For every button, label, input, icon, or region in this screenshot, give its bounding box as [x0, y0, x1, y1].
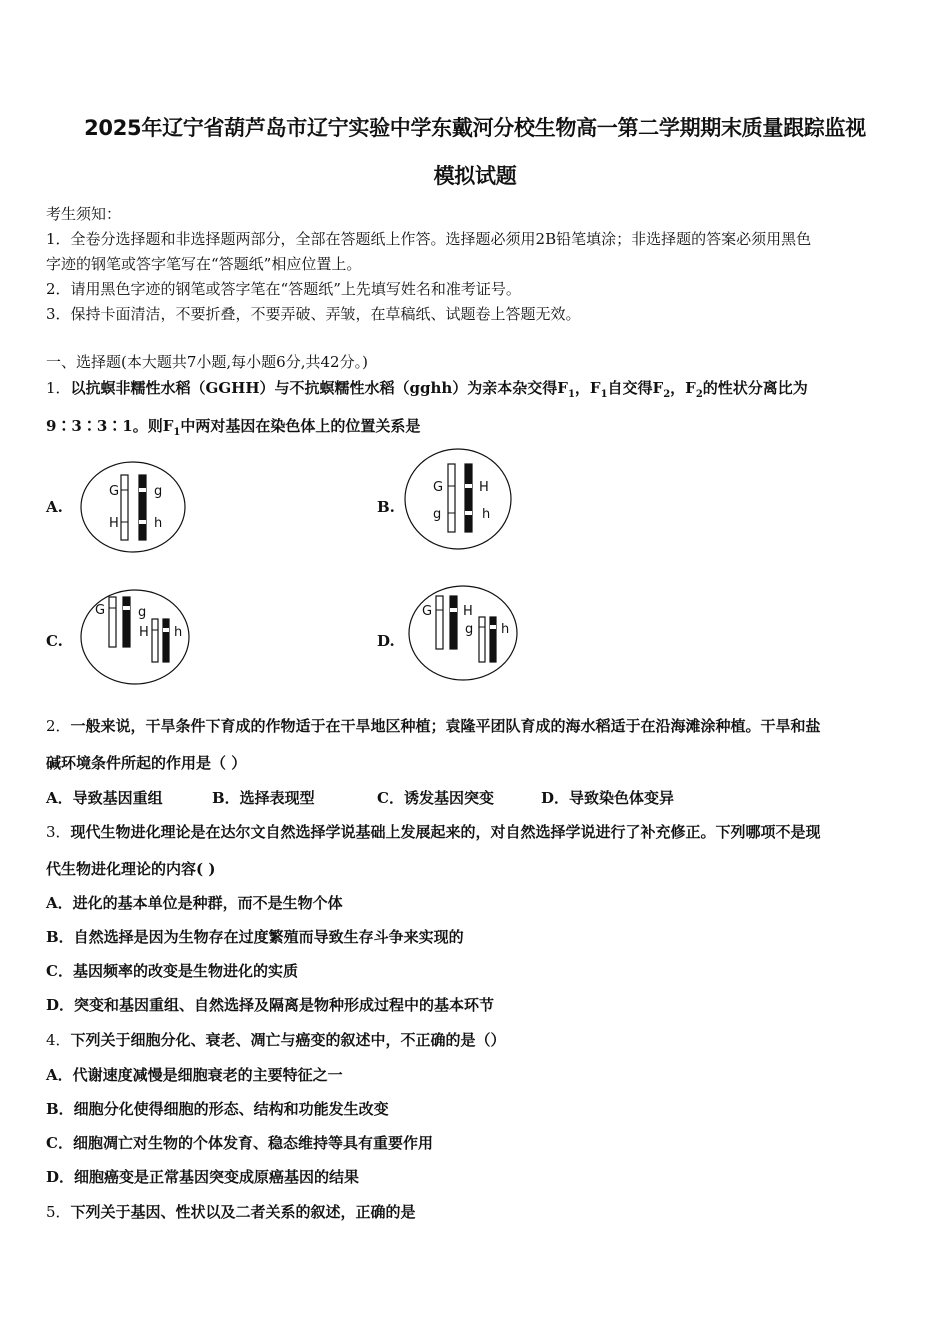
notice-item-3: 3．保持卡面清洁，不要折叠，不要弄破、弄皱，在草稿纸、试题卷上答题无效。: [46, 305, 581, 323]
exam-title-line2: 模拟试题: [433, 164, 517, 188]
question-2-line1: [46, 715, 821, 736]
q1-option-c-diagram[interactable]: [80, 587, 192, 687]
q1-option-a-label[interactable]: A.: [46, 498, 63, 516]
gene-label: G: [422, 604, 433, 619]
subscript: 2: [663, 389, 671, 400]
question-3-text-a: 现代生物进化理论是在达尔文自然选择学说基础上发展起来的，对自然选择学说进行了补充修正。下列哪项不是现: [70, 823, 821, 841]
gene-label: H: [479, 480, 489, 495]
gene-label: h: [174, 625, 183, 640]
q3-option-d[interactable]: D．突变和基因重组、自然选择及隔离是物种形成过程中的基本环节: [46, 996, 495, 1014]
chromosome-white: [121, 475, 128, 540]
cell-outline: [405, 449, 511, 549]
gene-label: g: [138, 605, 147, 620]
q4-option-b[interactable]: B．细胞分化使得细胞的形态、结构和功能发生改变: [46, 1100, 389, 1118]
gene-label: G: [95, 603, 106, 618]
chromosome-black: [139, 475, 146, 540]
question-5-line1: [46, 1201, 416, 1222]
question-1-line1: [46, 377, 808, 400]
q1-option-b-label[interactable]: B.: [377, 498, 395, 516]
q2-option-a[interactable]: A．导致基因重组: [46, 789, 163, 807]
question-2-text-a: 一般来说，干旱条件下育成的作物适于在干旱地区种植；袁隆平团队育成的海水稻适于在沿海滩涂种植。干旱和盐: [70, 717, 821, 735]
q2-option-b[interactable]: B．选择表现型: [212, 789, 315, 807]
question-5-text: 下列关于基因、性状以及二者关系的叙述，正确的是: [70, 1203, 416, 1221]
gene-band: [123, 606, 130, 610]
gene-band: [139, 520, 146, 524]
question-4-text: 下列关于细胞分化、衰老、凋亡与癌变的叙述中，不正确的是（）: [70, 1031, 506, 1049]
gene-band: [465, 511, 472, 515]
cell-diagram-b: [404, 447, 514, 551]
gene-label: h: [154, 516, 163, 531]
q3-option-b[interactable]: B．自然选择是因为生物存在过度繁殖而导致生存斗争来实现的: [46, 928, 464, 946]
notice-header: 考生须知：: [46, 205, 122, 223]
question-2-line2: 碱环境条件所起的作用是（ ）: [46, 754, 247, 772]
exam-title-line1: 2025年辽宁省葫芦岛市辽宁实验中学东戴河分校生物高一第二学期期末质量跟踪监视: [84, 116, 866, 140]
section-header: 一、选择题(本大题共7小题,每小题6分,共42分。): [46, 353, 368, 371]
q2-option-c[interactable]: C．诱发基因突变: [377, 789, 494, 807]
question-1-line2-a: 9∶3∶3∶1。则F: [46, 417, 174, 435]
notice-item-2: 2．请用黑色字迹的钢笔或答字笔在“答题纸”上先填写姓名和准考证号。: [46, 280, 521, 298]
subscript: 1: [173, 427, 181, 438]
chromosome-white: [109, 597, 116, 647]
gene-label: h: [482, 507, 491, 522]
gene-band: [139, 488, 146, 492]
chromosome-white: [152, 619, 158, 662]
chromosome-black: [123, 597, 130, 647]
q1-option-b-diagram[interactable]: [404, 447, 514, 551]
chromosome-white: [448, 464, 455, 532]
cell-diagram-a: [80, 460, 190, 554]
question-3-line2: 代生物进化理论的内容( ): [46, 860, 216, 878]
gene-label: H: [109, 516, 119, 531]
question-3-line1: [46, 821, 821, 842]
chromosome-black: [465, 464, 472, 532]
chromosome-black: [450, 596, 457, 649]
question-1-line2: [46, 415, 420, 438]
question-4-line1: [46, 1029, 506, 1050]
q1-option-c-label[interactable]: C.: [46, 632, 63, 650]
q3-option-a[interactable]: A．进化的基本单位是种群，而不是生物个体: [46, 894, 343, 912]
cell-outline: [81, 462, 185, 552]
question-5-number: 5．: [46, 1203, 71, 1221]
subscript: 1: [600, 389, 608, 400]
subscript: 1: [567, 389, 575, 400]
gene-label: g: [465, 622, 474, 637]
q4-option-a[interactable]: A．代谢速度减慢是细胞衰老的主要特征之一: [46, 1066, 343, 1084]
notice-item-1b: 字迹的钢笔或答字笔写在“答题纸”相应位置上。: [46, 255, 362, 273]
notice-item-1a: 1．全卷分选择题和非选择题两部分，全部在答题纸上作答。选择题必须用2B铅笔填涂；非选择题的答案必须用黑色: [46, 230, 812, 248]
question-1-number: 1．: [46, 379, 71, 397]
cell-diagram-c: [80, 587, 192, 687]
chromosome-black: [490, 617, 496, 662]
question-1-line2-b: 中两对基因在染色体上的位置关系是: [180, 417, 421, 435]
q1-option-d-label[interactable]: D.: [377, 632, 395, 650]
q1-option-d-diagram[interactable]: [407, 583, 519, 683]
gene-label: g: [433, 507, 442, 522]
question-2-number: 2．: [46, 717, 71, 735]
gene-band: [450, 608, 457, 612]
q2-option-d[interactable]: D．导致染色体变异: [541, 789, 675, 807]
q3-option-c[interactable]: C．基因频率的改变是生物进化的实质: [46, 962, 298, 980]
q4-option-c[interactable]: C．细胞凋亡对生物的个体发育、稳态维持等具有重要作用: [46, 1134, 433, 1152]
cell-diagram-d: [407, 583, 519, 683]
gene-label: G: [109, 484, 120, 499]
question-1-text-c: 自交得F: [607, 379, 664, 397]
chromosome-white: [436, 596, 443, 649]
gene-label: G: [433, 480, 444, 495]
question-4-number: 4．: [46, 1031, 71, 1049]
question-1-text-d: ，F: [670, 379, 696, 397]
q1-option-a-diagram[interactable]: [80, 460, 190, 554]
gene-band: [163, 628, 169, 632]
gene-label: g: [154, 484, 163, 499]
gene-band: [490, 625, 496, 629]
chromosome-black: [163, 619, 169, 662]
gene-label: H: [463, 604, 473, 619]
chromosome-white: [479, 617, 485, 662]
question-1-text-a: 以抗螟非糯性水稻（GGHH）与不抗螟糯性水稻（gghh）为亲本杂交得F: [70, 379, 568, 397]
q4-option-d[interactable]: D．细胞癌变是正常基因突变成原癌基因的结果: [46, 1168, 360, 1186]
subscript: 2: [695, 389, 703, 400]
question-1-text-e: 的性状分离比为: [702, 379, 808, 397]
gene-label: h: [501, 622, 510, 637]
gene-band: [465, 484, 472, 488]
gene-label: H: [139, 625, 149, 640]
question-1-text-b: ，F: [574, 379, 601, 397]
question-3-number: 3．: [46, 823, 71, 841]
